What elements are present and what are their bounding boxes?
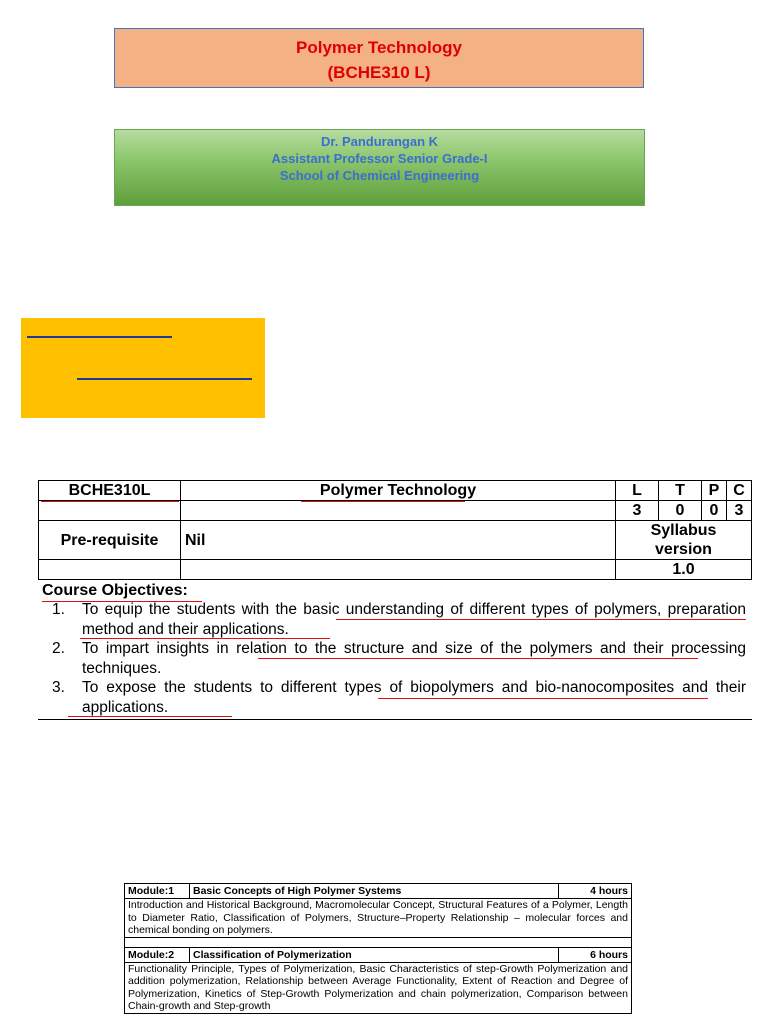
objectives-list [38,600,752,717]
syllabus-version: 1.0 [616,560,752,580]
empty-cell [181,501,616,521]
course-code: BCHE310L [68,482,151,499]
ltpc-header: C [727,481,752,501]
course-code-title: (BCHE310 L) [327,63,431,82]
annotation-underline [336,619,746,620]
table-row [125,899,632,938]
module-description: Introduction and Historical Background, Macromolecular Concept, Structural Features of a Polymer, Length to Diameter Ratio, Classification of Polymers, Structure–Property Relationship – molecular forces and chemical bonding on polymers. [125,899,632,938]
course-name: Polymer Technology [319,482,477,499]
syllabus-version-label: Syllabus version [616,521,752,560]
objective-text: To expose the students to different types of biopolymers and bio-nanocomposites and their applications. [82,679,746,716]
course-details-table [38,480,752,720]
table-row [125,947,632,962]
ltpc-value: 0 [659,501,702,521]
annotation-underline [258,658,698,659]
author-school: School of Chemical Engineering [279,168,480,183]
spacer-cell [125,937,632,947]
objective-number: 2. [52,640,65,657]
course-name-cell [181,481,616,501]
objectives-heading [38,580,752,600]
table-row [125,962,632,1013]
ltpc-header: L [616,481,659,501]
module-label: Module:2 [125,947,190,962]
highlight-box [21,318,265,418]
underline-1 [27,336,172,338]
annotation-underline [68,716,232,717]
table-row [125,884,632,899]
table-row [39,521,752,560]
annotation-underline [301,501,465,502]
list-item [38,600,752,639]
table-row [39,501,752,521]
prereq-label: Pre-requisite [39,521,181,560]
course-title-box [114,28,644,88]
module-title: Basic Concepts of High Polymer Systems [190,884,559,899]
empty-cell [181,560,616,580]
course-code-cell [39,481,181,501]
list-item [38,678,752,717]
module-hours: 4 hours [559,884,632,899]
objective-number: 1. [52,601,65,618]
syllabus-modules-table [124,883,632,1014]
module-description: Functionality Principle, Types of Polymerization, Basic Characteristics of step-Growth Polymerization and addition polymerization, Relationship between Average Functionality, Extent of Reaction and Degree of Polymerization, Kinetics of Step-Growth Polymerization and chain polymerization, Comparison between Chain-growth and Step-growth [125,962,632,1013]
list-item [38,639,752,678]
objective-text: To equip the students with the basic understanding of different types of polymers, preparation method and their applications. [82,601,746,638]
author-box [114,129,645,206]
objectives-title: Course Objectives: [42,582,188,599]
annotation-underline [41,501,179,502]
empty-cell [39,501,181,521]
ltpc-value: 3 [727,501,752,521]
ltpc-header: T [659,481,702,501]
annotation-underline [378,698,708,699]
objective-number: 3. [52,679,65,696]
author-name: Dr. Pandurangan K [320,134,439,149]
prereq-value: Nil [181,521,616,560]
module-label: Module:1 [125,884,190,899]
author-designation: Assistant Professor Senior Grade-I [271,151,488,166]
empty-cell [39,560,181,580]
underline-2 [77,378,252,380]
module-title: Classification of Polymerization [190,947,559,962]
ltpc-value: 0 [702,501,727,521]
table-row [125,937,632,947]
course-title: Polymer Technology [296,38,462,57]
table-row [39,560,752,580]
ltpc-value: 3 [616,501,659,521]
objective-text: To impart insights in relation to the structure and size of the polymers and their processing techniques. [82,640,746,677]
ltpc-header: P [702,481,727,501]
objectives-section [38,580,752,720]
module-hours: 6 hours [559,947,632,962]
table-row [39,481,752,501]
